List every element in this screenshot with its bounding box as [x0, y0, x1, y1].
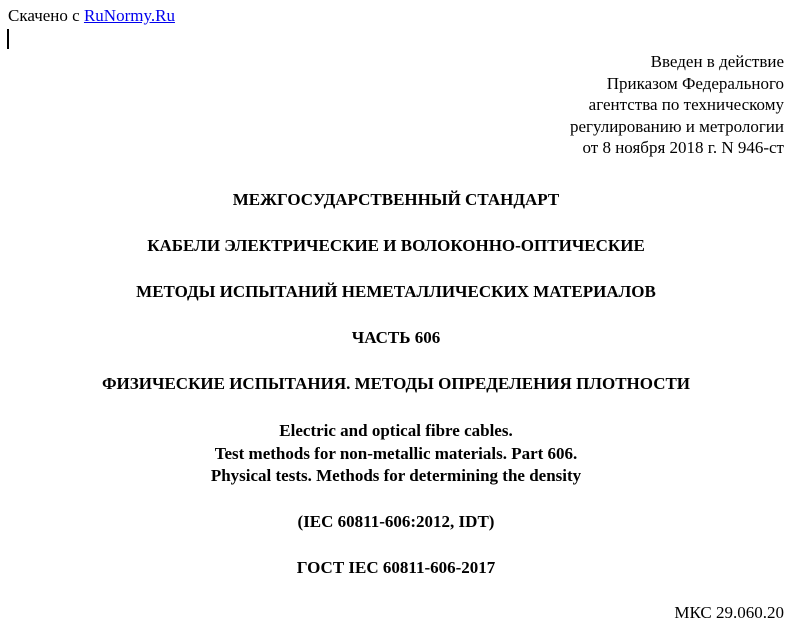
standard-part-heading: ЧАСТЬ 606 [351, 328, 441, 347]
approval-line: Приказом Федерального [606, 73, 784, 93]
english-title-line: Electric and optical fibre cables. [279, 421, 513, 440]
text-cursor [7, 29, 9, 49]
standard-title-line-2: МЕТОДЫ ИСПЫТАНИЙ НЕМЕТАЛЛИЧЕСКИХ МАТЕРИАЛОВ [136, 282, 656, 301]
approval-line: от 8 ноября 2018 г. N 946-ст [582, 138, 784, 157]
mks-code: МКС 29.060.20 [674, 603, 784, 622]
iec-reference: (IEC 60811-606:2012, IDT) [297, 512, 495, 531]
standard-kind-heading: МЕЖГОСУДАРСТВЕННЫЙ СТАНДАРТ [232, 190, 560, 209]
download-prefix: Скачено с [8, 6, 84, 25]
standard-subtitle: ФИЗИЧЕСКИЕ ИСПЫТАНИЯ. МЕТОДЫ ОПРЕДЕЛЕНИЯ ПЛОТНОСТИ [101, 374, 691, 393]
english-title-block [0, 420, 792, 488]
standard-title-line-1: КАБЕЛИ ЭЛЕКТРИЧЕСКИЕ И ВОЛОКОННО-ОПТИЧЕСКИЕ [147, 236, 645, 255]
approval-line: Введен в действие [650, 52, 784, 71]
english-title-line: Physical tests. Methods for determining the density [210, 466, 582, 485]
download-source-line [8, 6, 175, 26]
english-title-line: Test methods for non-metallic materials. Part 606. [214, 443, 578, 463]
runormy-link[interactable]: RuNormy.Ru [83, 6, 175, 25]
approval-block [570, 51, 784, 159]
approval-line: регулированию и метрологии [569, 116, 784, 136]
gost-designation: ГОСТ IEC 60811-606-2017 [296, 558, 496, 577]
approval-line: агентства по техническому [588, 95, 784, 114]
